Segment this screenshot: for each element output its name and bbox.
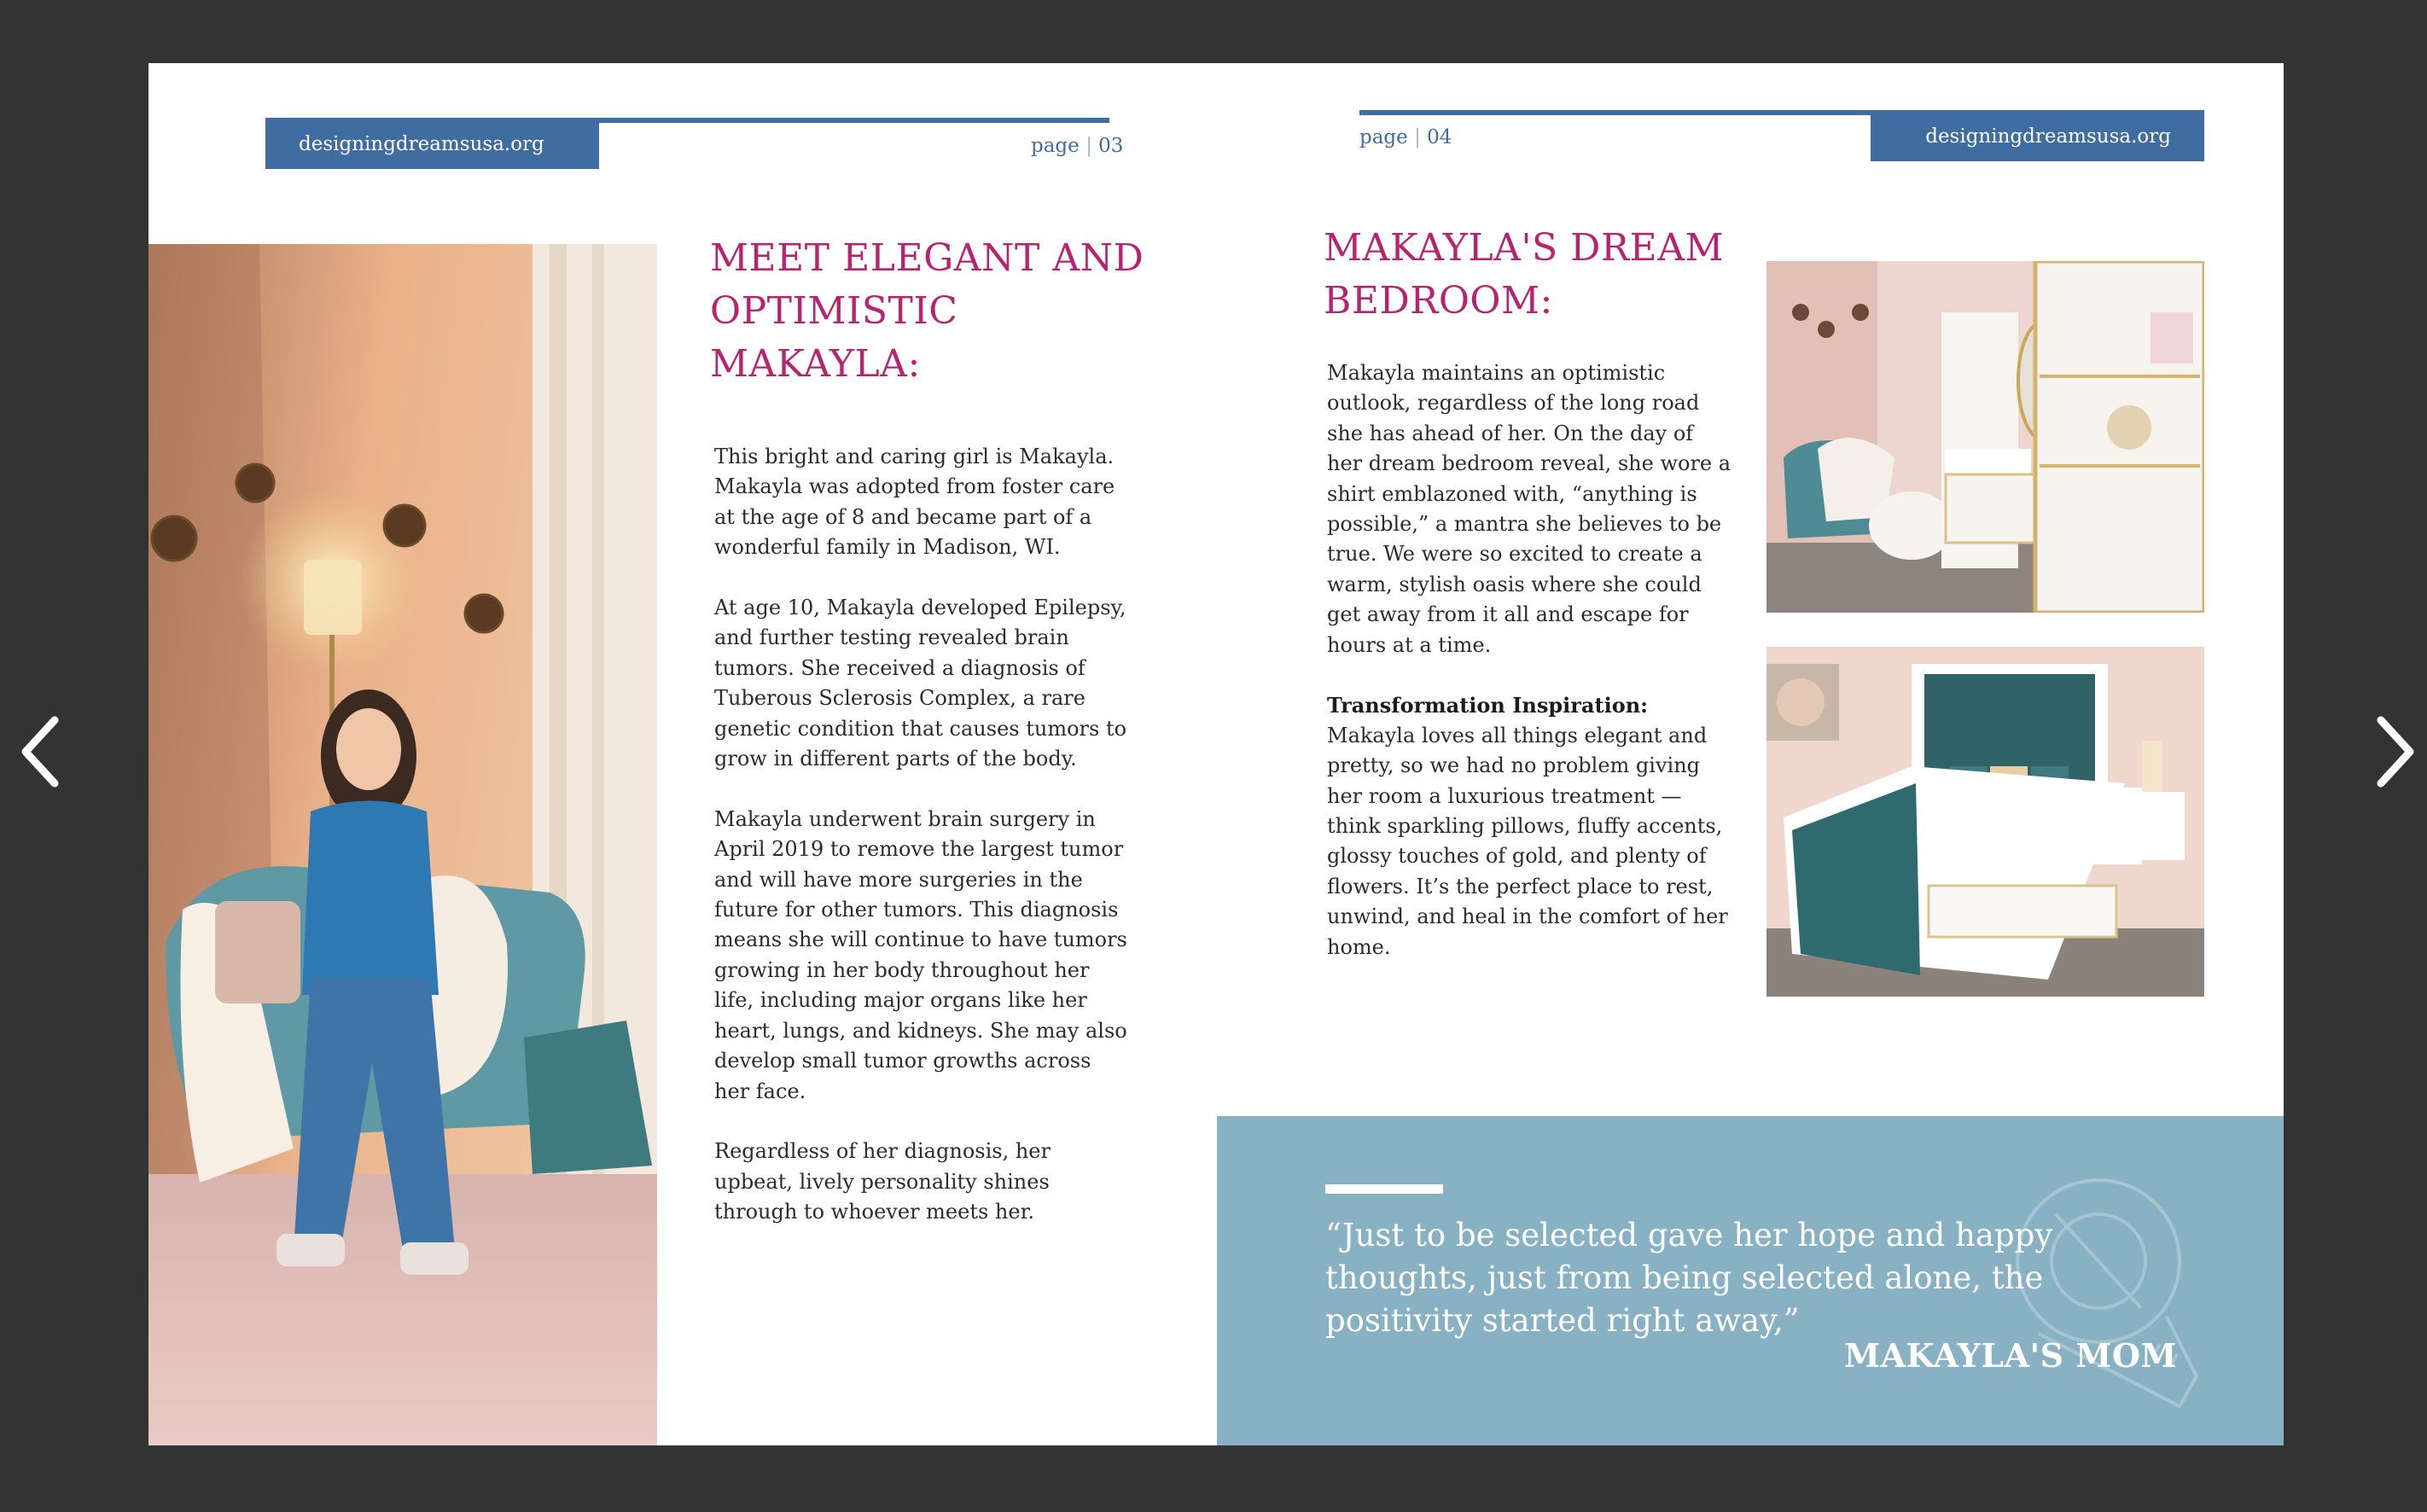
quote-author: MAKAYLA'S MOM [1844, 1336, 2177, 1375]
page-separator: | [1085, 135, 1092, 157]
site-url-left: designingdreamsusa.org [265, 118, 599, 169]
left-page-title: MEET ELEGANT AND OPTIMISTIC MAKAYLA: [710, 236, 1144, 386]
intro-paragraph: Makayla maintains an optimistic outlook, regardless of the long road she has ahead of her. On the day of her dream bedroom reveal, she wore a shirt emblazoned with, “anything is possible,” a mantra she believes to be true. We were so excited to create a warm, stylish oasis where she could get away from it all and escape for hours at a time. [1327, 361, 1731, 657]
page-number-right [1359, 125, 1452, 150]
bedroom-vanity-photo [1766, 261, 2204, 613]
bedroom-bed-photo [1766, 647, 2204, 997]
page-label: page [1359, 126, 1408, 148]
inspiration-block [1327, 690, 1732, 962]
page-label: page [1031, 135, 1080, 157]
page-number-left [1031, 133, 1123, 159]
paragraph: At age 10, Makayla developed Epilepsy, and further testing revealed brain tumors. She received a diagnosis of Tuberous Sclerosis Complex, a rare genetic condition that causes tumors to grow in different parts of the body. [714, 596, 1127, 771]
right-page-body [1327, 358, 1732, 993]
chevron-right-icon [2369, 713, 2420, 790]
quote-panel [1217, 1116, 2284, 1445]
makayla-portrait-photo [148, 244, 657, 1445]
page-number-value: 03 [1098, 135, 1124, 157]
header-rule-right [1359, 110, 1872, 115]
paragraph: Regardless of her diagnosis, her upbeat, lively personality shines through to whoever meets her. [714, 1139, 1051, 1224]
next-page-button[interactable] [2369, 713, 2420, 790]
inspiration-subheading: Transformation Inspiration: [1327, 693, 1649, 718]
header-rule-left [599, 118, 1109, 123]
paragraph: This bright and caring girl is Makayla. Makayla was adopted from foster care at the age of 8 and became part of a wonderful family in Madison, WI. [714, 445, 1115, 560]
left-page-body [714, 442, 1132, 1258]
right-page-title: MAKAYLA'S DREAM BEDROOM: [1324, 226, 1725, 323]
magazine-spread [148, 63, 2284, 1445]
page-separator: | [1414, 126, 1421, 148]
previous-page-button[interactable] [15, 713, 67, 790]
site-url-right: designingdreamsusa.org [1871, 110, 2204, 161]
chevron-left-icon [15, 713, 67, 790]
quote-accent-rule [1325, 1184, 1443, 1194]
paragraph: Makayla underwent brain surgery in April 2019 to remove the largest tumor and will have more surgeries in the future for other tumors. This diagnosis means she will continue to have tumors growing in her body throughout her life, including major organs like her heart, lungs, and kidneys. She may also develop small tumor growths across her face. [714, 806, 1127, 1103]
inspiration-paragraph: Makayla loves all things elegant and pretty, so we had no problem giving her room a luxurious treatment — think sparkling pillows, fluffy accents, glossy touches of gold, and plenty of flowers. It’s the perfect place to rest, unwind, and heal in the comfort of her home. [1327, 723, 1728, 959]
page-number-value: 04 [1427, 126, 1452, 148]
quote-text: “Just to be selected gave her hope and happy thoughts, just from being selected alone, the positivity started right away,” [1325, 1217, 2053, 1339]
